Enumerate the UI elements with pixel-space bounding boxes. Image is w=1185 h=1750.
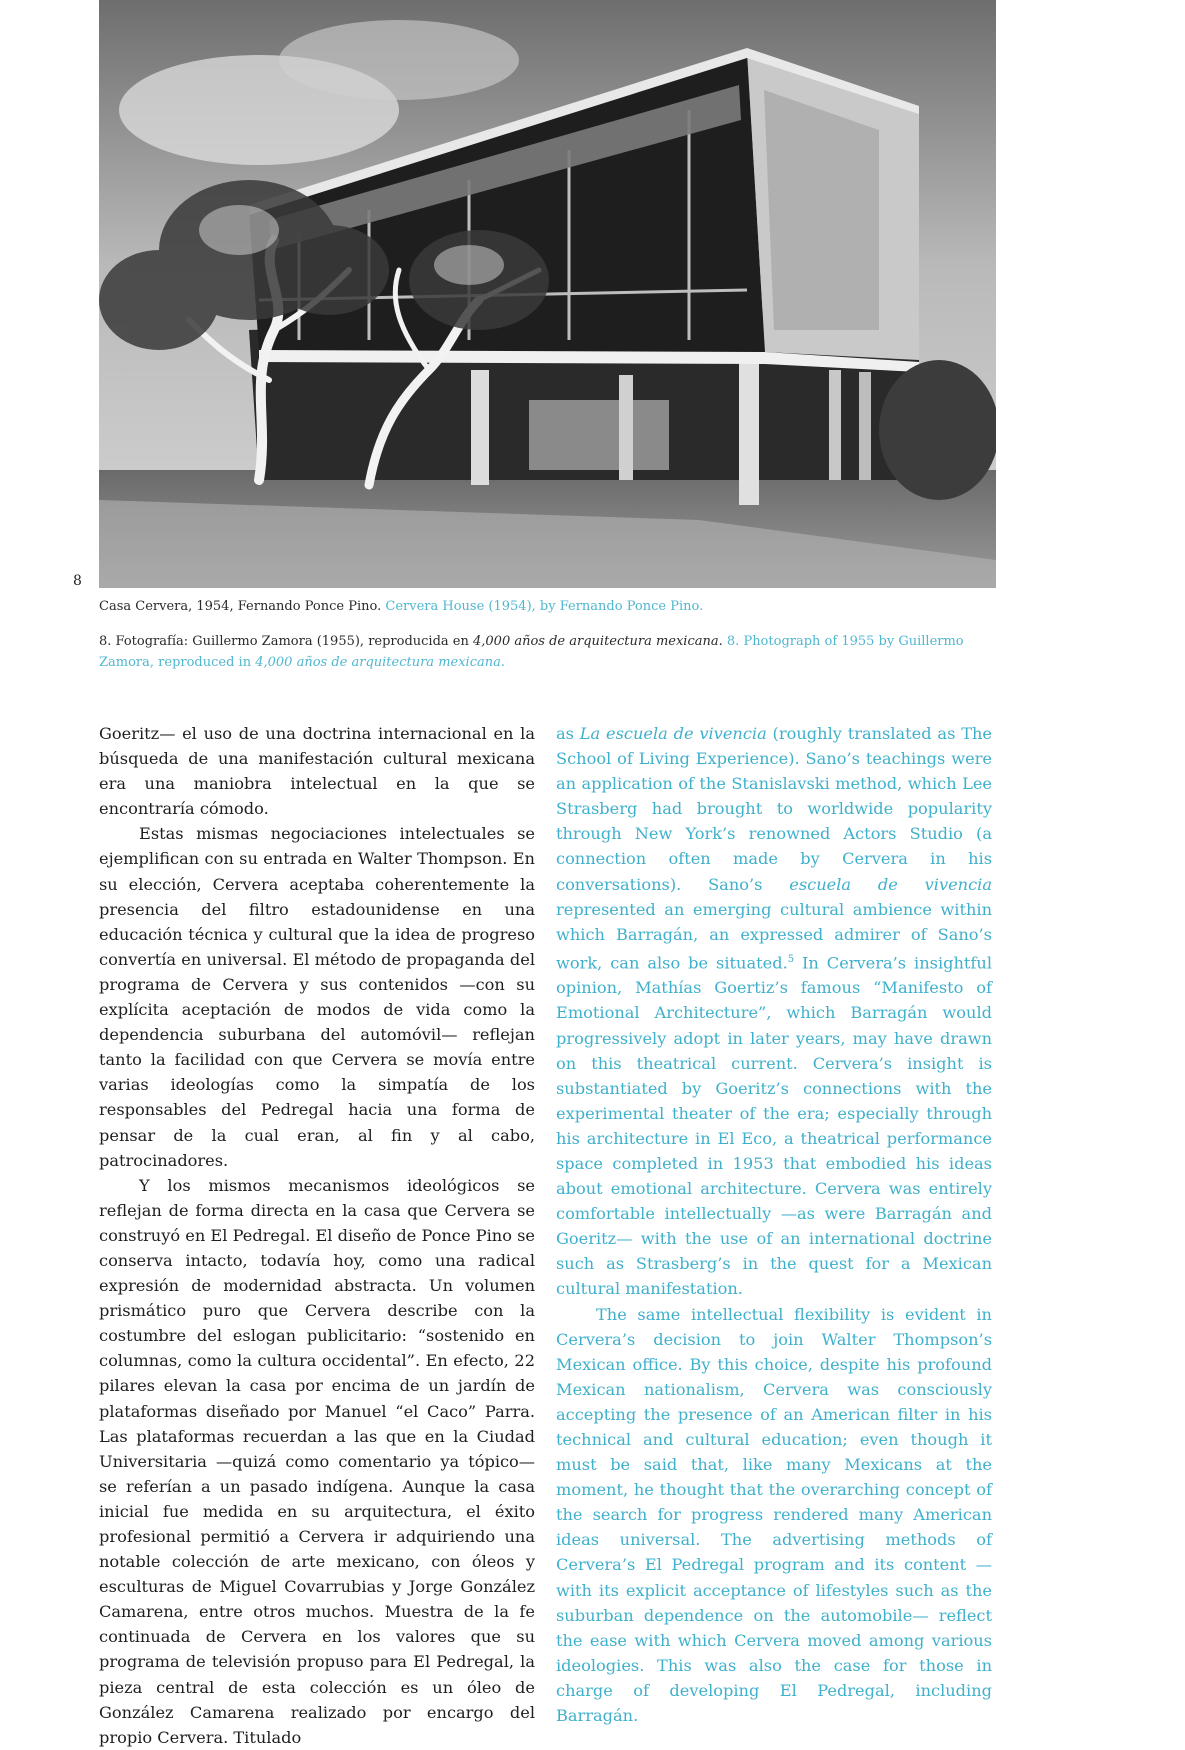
- spanish-paragraph-3: Y los mismos mecanismos ideológicos se reflejan de forma directa en la casa que Cervera se construyó en El Pedregal. El diseño de Ponce Pino se conserva intacto, todavía hoy, como una radical expresión de modernidad abstracta. Un volumen prismático puro que Cervera describe con la costumbre del eslogan publicitario: “sostenido en columnas, como la cultura occidental”. En efecto, 22 pilares elevan la casa por encima de un jardín de plataformas diseñado por Manuel “el Caco” Parra. Las plataformas recuerdan a las que en la Ciudad Universitaria —quizá como comentario ya tópico— se referían a un pasado indígena. Aunque la casa inicial fue medida en su arquitectura, el éxito profesional permitió a Cervera ir adquiriendo una notable colección de arte mexicano, con óleos y esculturas de Miguel Covarrubias y Jorge González Camarena, entre otros muchos. Muestra de la fe continuada de Cervera en los valores que su programa de televisión propuso para El Pedregal, la pieza central de esta colección es un óleo de González Camarena realizado por encargo del propio Cervera. Titulado: [99, 1175, 535, 1747]
- spanish-paragraph-2: Estas mismas negociaciones intelectuales se ejemplifican con su entrada en Walter Thompson. En su elección, Cervera aceptaba coherentemente la presencia del filtro estadounidense en una educación técnica y cultural que la idea de progreso convertía en universal. El método de propaganda del programa de Cervera y sus contenidos —con su explícita aceptación de modos de vida como la dependencia suburbana del automóvil— reflejan tanto la facilidad con que Cervera se movía entre varias ideologías como la simpatía de los responsables del Pedregal hacia una forma de pensar de la cual eran, al fin y al cabo, patrocinadores.: [99, 824, 535, 1170]
- en-p1-term-escuela: escuela de vivencia: [789, 874, 993, 894]
- english-paragraph-2: The same intellectual flexibility is evident in Cervera’s decision to join Walter Thompson’s Mexican office. By this choice, despite his profound Mexican nationalism, Cervera was consciously accepting the presence of an American filter in his technical and cultural education; even though it must be said that, like many Mexicans at the moment, he thought that the overarching concept of the search for progress rendered many American ideas universal. The advertising methods of Cervera’s El Pedregal program and its content —with its explicit acceptance of lifestyles such as the suburban dependence on the automobile— reflect the ease with which Cervera moved among various ideologies. This was also the case for those in charge of developing El Pedregal, including Barragán.: [556, 1304, 992, 1726]
- figure-photo: [99, 0, 996, 588]
- en-p1-text-c: (roughly translated as The School of Living Experience). Sano’s teachings were an application of the Stanislavski method, which Lee Strasberg had brought to worldwide popularity through New York’s renowned Actors Studio (a connection often made by Cervera in his conversations). Sano’s: [556, 724, 992, 894]
- credit-en-book-title: 4,000 años de arquitectura mexicana: [255, 655, 501, 670]
- en-p1-text-a: as: [556, 724, 580, 743]
- english-column: [556, 721, 992, 1728]
- en-p1-text-f: In Cervera’s insightful opinion, Mathías Goertiz’s famous “Manifesto of Emotional Architecture”, which Barragán would progressively adopt in later years, may have drawn on this theatrical current. Cervera’s insight is substantiated by Goeritz’s connections with the experimental theater of the era; especially through his architecture in El Eco, a theatrical performance space completed in 1953 that embodied his ideas about emotional architecture. Cervera was entirely comfortable intellectually —as were Barragán and Goeritz— with the use of an international doctrine such as Strasberg’s in the quest for a Mexican cultural manifestation.: [556, 953, 993, 1299]
- credit-es-book-title: 4,000 años de arquitectura mexicana: [473, 634, 719, 649]
- spanish-paragraph-1: Goeritz— el uso de una doctrina internacional en la búsqueda de una manifestación cultural mexicana era una maniobra intelectual en la que se encontraría cómodo.: [99, 724, 535, 819]
- credit-es-end: .: [718, 634, 723, 649]
- credit-spanish: [99, 634, 723, 649]
- figure-number: 8: [73, 573, 82, 589]
- en-p1-text-e: represented an emerging cultural ambience within which Barragán, an expressed admirer of Sano’s work, can also be situated.: [556, 899, 992, 973]
- caption-english: Cervera House (1954), by Fernando Ponce Pino.: [385, 599, 704, 614]
- credit-en-text: 8. Photograph of 1955 by Guillermo Zamora, reproduced in: [99, 634, 964, 670]
- figure-credit: [99, 631, 999, 673]
- caption-spanish: Casa Cervera, 1954, Fernando Ponce Pino.: [99, 599, 382, 614]
- house-photo-illustration: [99, 0, 996, 588]
- en-p1-title-escuela: La escuela de vivencia: [579, 724, 767, 743]
- figure-caption: [99, 596, 999, 617]
- english-paragraph-1: [556, 721, 992, 1302]
- credit-es-text: 8. Fotografía: Guillermo Zamora (1955), reproducida en: [99, 634, 473, 649]
- spanish-column: [99, 721, 535, 1750]
- footnote-marker: 5: [787, 953, 795, 965]
- credit-en-end: .: [500, 655, 505, 670]
